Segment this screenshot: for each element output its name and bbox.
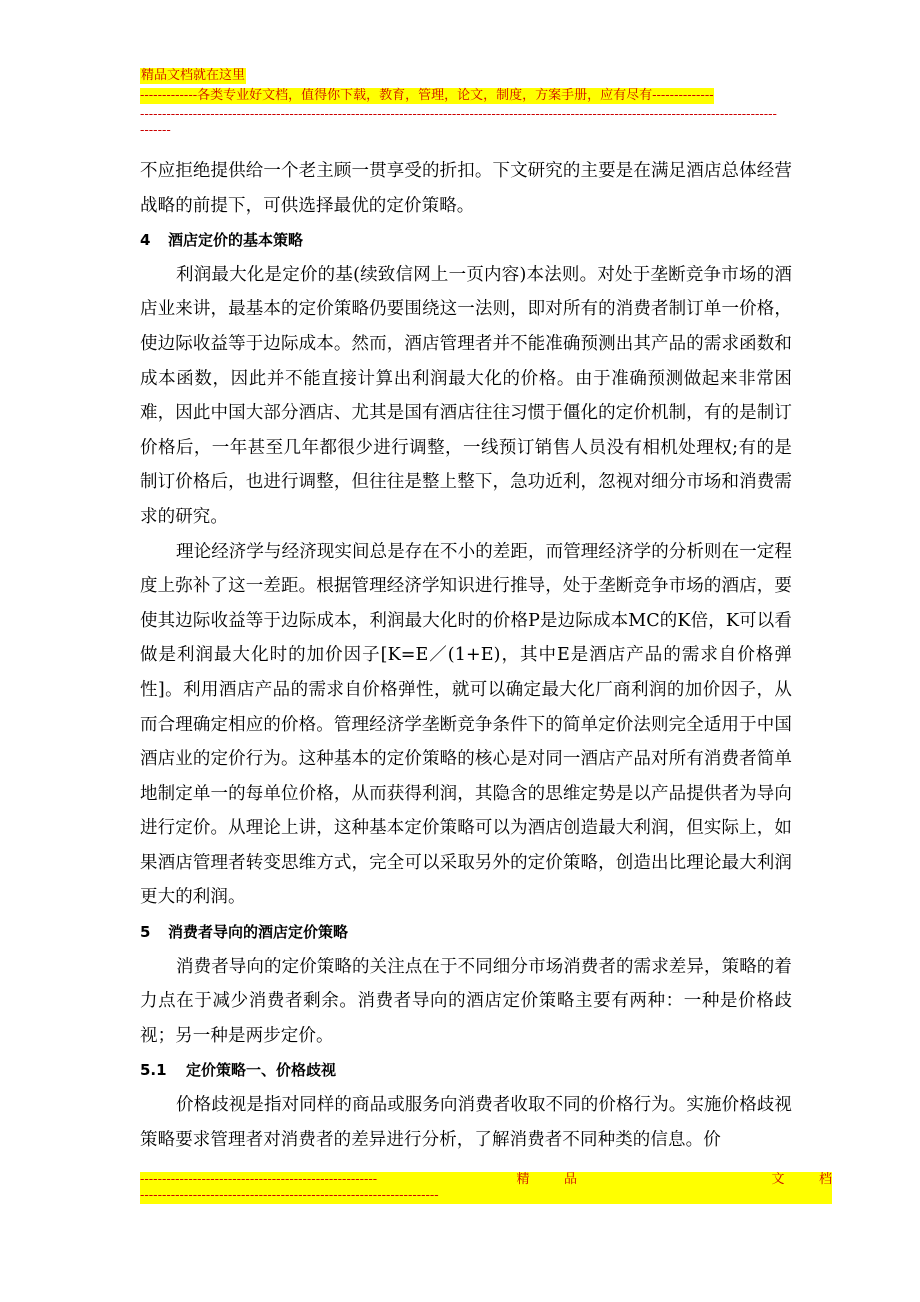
paragraph-continuation: 不应拒绝提供给一个老主顾一贯享受的折扣。下文研究的主要是在满足酒店总体经营战略的前提下，可供选择最优的定价策略。 — [140, 161, 792, 216]
header-banner-title: 精品文档就在这里 — [141, 68, 246, 83]
section-number: 4 — [140, 231, 151, 250]
section-title: 定价策略一、价格歧视 — [186, 1061, 337, 1080]
paragraph: 消费者导向的定价策略的关注点在于不同细分市场消费者的需求差异，策略的着力点在于减少消费者剩余。消费者导向的酒店定价策略主要有两种：一种是价格歧视；另一种是两步定价。 — [140, 956, 792, 1046]
header-banner-slogan: -------------各类专业好文档，值得你下载，教育，管理，论文，制度，方案手册，应有尽有-------------- — [140, 88, 714, 103]
paragraph: 利润最大化是定价的基(续致信网上一页内容)本法则。对处于垄断竞争市场的酒店业来讲，最基本的定价策略仍要围绕这一法则，即对所有的消费者制订单一价格，使边际收益等于边际成本。然而，酒店管理者并不能准确预测出其产品的需求函数和成本函数，因此并不能直接计算出利润最大化的价格。由于准确预测做起来非常困难，因此中国大部分酒店、尤其是国有酒店往往习惯于僵化的定价机制，有的是制订价格后，一年甚至几年都很少进行调整，一线预订销售人员没有相机处理权;有的是制订价格后，也进行调整，但往往是整上整下，急功近利，忽视对细分市场和消费需求的研究。 — [140, 264, 792, 527]
footer-divider: -------------------------------------------------------------------- — [140, 1188, 439, 1203]
footer-banner — [140, 1172, 832, 1204]
section-title: 消费者导向的酒店定价策略 — [168, 923, 349, 942]
footer-row — [140, 1172, 832, 1188]
footer-char: 品 — [563, 1172, 577, 1187]
footer-dashes: ------------------------------------------------------ — [140, 1172, 378, 1187]
paragraph: 理论经济学与经济现实间总是存在不小的差距，而管理经济学的分析则在一定程度上弥补了这一差距。根据管理经济学知识进行推导，处于垄断竞争市场的酒店，要使其边际收益等于边际成本，利润最大化时的价格P是边际成本MC的K倍，K可以看做是利润最大化时的加价因子[K=E／(1+E)，其中E是酒店产品的需求自价格弹性]。利用酒店产品的需求自价格弹性，就可以确定最大化厂商利润的加价因子，从而合理确定相应的价格。管理经济学垄断竞争条件下的简单定价法则完全适用于中国酒店业的定价行为。这种基本的定价策略的核心是对同一酒店产品对所有消费者简单地制定单一的每单位价格，从而获得利润，其隐含的思维定势是以产品提供者为导向进行定价。从理论上讲，这种基本定价策略可以为酒店创造最大利润，但实际上，如果酒店管理者转变思维方式，完全可以采取另外的定价策略，创造出比理论最大利润更大的利润。 — [140, 541, 792, 908]
section-number: 5 — [140, 923, 151, 942]
footer-char: 文 — [771, 1172, 785, 1187]
section-number: 5.1 — [140, 1061, 167, 1080]
footer-char: 档 — [818, 1172, 832, 1187]
section-heading-5-1 — [140, 1053, 792, 1088]
section-heading-4 — [140, 223, 792, 258]
section-title: 酒店定价的基本策略 — [168, 231, 304, 250]
footer-char: 精 — [516, 1172, 530, 1187]
header-divider: -------------------------------------------------------------------------------------------------------------------------------------------------------- — [140, 107, 777, 138]
section-heading-5 — [140, 915, 792, 950]
paragraph: 价格歧视是指对同样的商品或服务向消费者收取不同的价格行为。实施价格歧视策略要求管理者对消费者的差异进行分析，了解消费者不同种类的信息。价 — [140, 1095, 792, 1150]
document-body — [140, 154, 792, 1157]
